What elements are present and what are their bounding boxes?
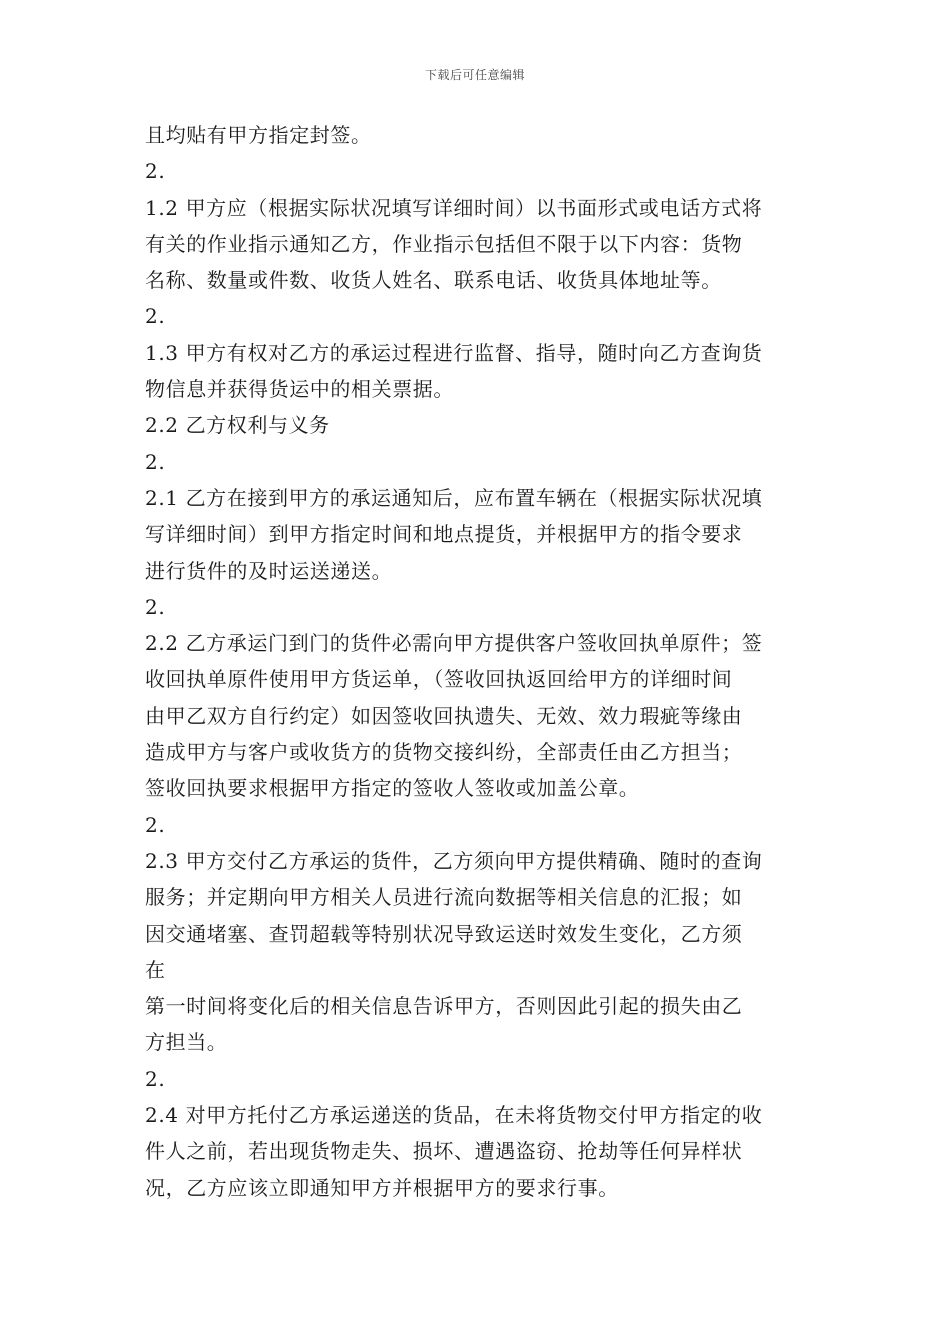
text-line: 签收回执要求根据甲方指定的签收人签收或加盖公章。 [145,776,640,801]
text-line: 2. [145,1066,166,1091]
text-line: 2.3 甲方交付乙方承运的货件，乙方须向甲方提供精确、随时的查询 [145,848,763,873]
text-line: 件人之前，若出现货物走失、损坏、遭遇盗窃、抢劫等任何异样状 [145,1139,743,1164]
text-line: 进行货件的及时运送递送。 [145,558,393,583]
text-line: 1.3 甲方有权对乙方的承运过程进行监督、指导，随时向乙方查询货 [145,340,763,365]
text-line: 况，乙方应该立即通知甲方并根据甲方的要求行事。 [145,1175,619,1200]
text-line: 方担当。 [145,1030,228,1055]
page-header: 下载后可任意编辑 [424,68,525,82]
text-line: 名称、数量或件数、收货人姓名、联系电话、收货具体地址等。 [145,268,722,293]
text-line: 2. [145,159,166,184]
text-line: 由甲乙双方自行约定）如因签收回执遗失、无效、效力瑕疵等缘由 [145,703,743,728]
text-line: 第一时间将变化后的相关信息告诉甲方，否则因此引起的损失由乙 [145,994,743,1019]
text-line: 且均贴有甲方指定封签。 [145,123,372,147]
text-line: 2.4 对甲方托付乙方承运递送的货品，在未将货物交付甲方指定的收 [145,1103,763,1128]
text-line: 在 [145,957,166,982]
text-line: 服务；并定期向甲方相关人员进行流向数据等相关信息的汇报；如 [145,885,743,910]
text-line: 2.2 乙方承运门到门的货件必需向甲方提供客户签收回执单原件；签 [145,631,763,656]
text-line: 1.2 甲方应（根据实际状况填写详细时间）以书面形式或电话方式将 [145,195,763,220]
section-heading: 2.2 乙方权利与义务 [145,413,330,438]
text-line: 2. [145,594,166,619]
text-line: 2.1 乙方在接到甲方的承运通知后，应布置车辆在（根据实际状况填 [145,485,763,510]
text-line: 收回执单原件使用甲方货运单，（签收回执返回给甲方的详细时间 [145,667,733,692]
text-line: 因交通堵塞、查罚超载等特别状况导致运送时效发生变化，乙方须 [145,921,743,946]
text-line: 2. [145,449,166,474]
text-line: 2. [145,812,166,837]
text-line: 2. [145,304,166,329]
text-line: 造成甲方与客户或收货方的货物交接纠纷，全部责任由乙方担当； [145,740,743,765]
document-body [145,117,809,1206]
text-line: 物信息并获得货运中的相关票据。 [145,377,454,402]
text-line: 写详细时间）到甲方指定时间和地点提货，并根据甲方的指令要求 [145,522,743,547]
text-line: 有关的作业指示通知乙方，作业指示包括但不限于以下内容：货物 [145,231,743,256]
